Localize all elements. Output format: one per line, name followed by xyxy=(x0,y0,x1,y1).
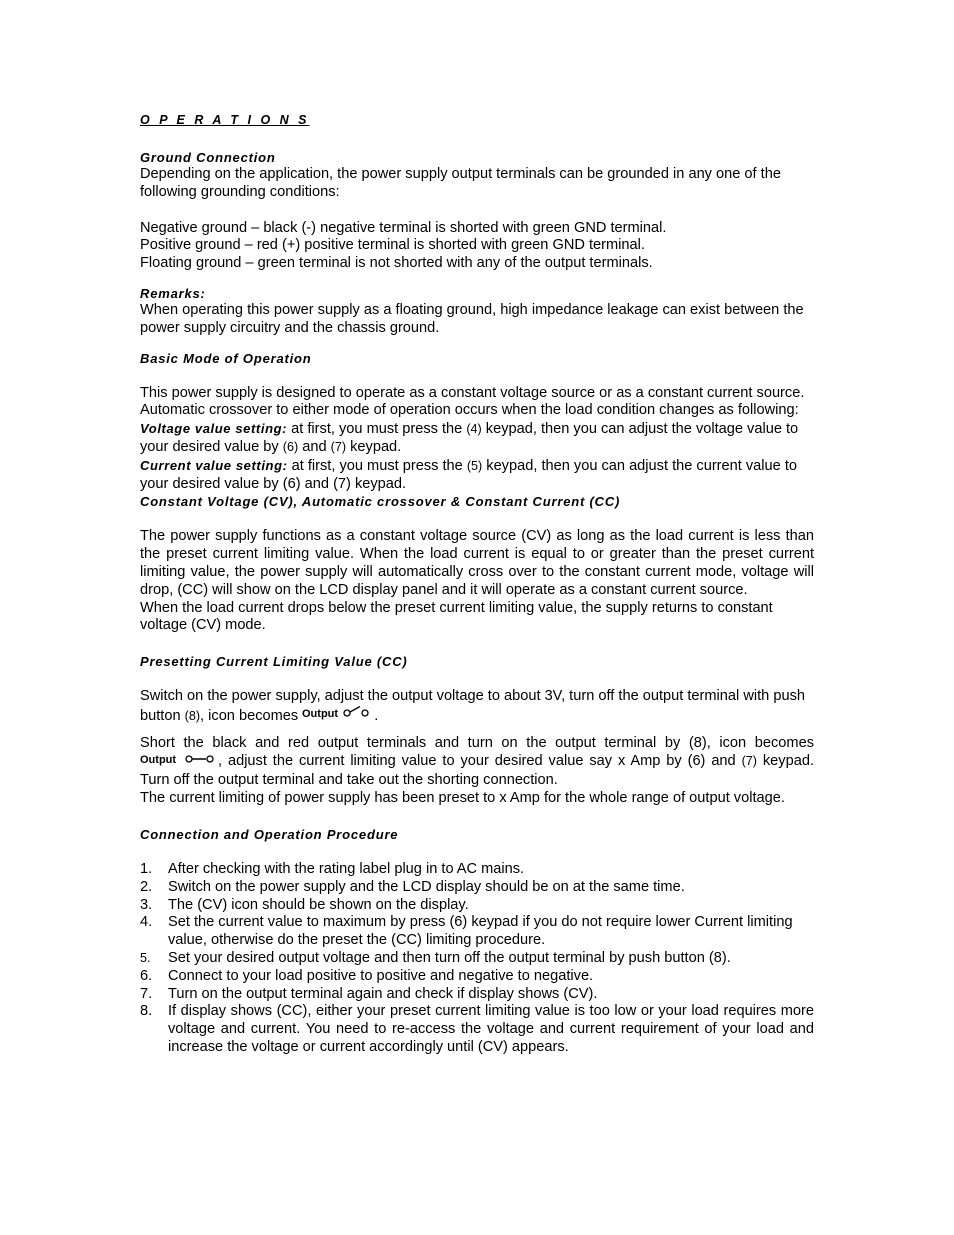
spacer xyxy=(140,635,814,653)
preset-step-3: The current limiting of power supply has been preset to x Amp for the whole range of output voltage. xyxy=(140,790,785,807)
presetting-heading: Presetting Current Limiting Value (CC) xyxy=(140,654,408,670)
list-item: 7. Turn on the output terminal again and check if display shows (CV). xyxy=(140,985,598,1002)
procedure-list xyxy=(140,861,814,1057)
current-setting-text: Current value setting: at first, you must press the (5) keypad, then you can adjust the current value to your desired value by (6) and (7) keypad. xyxy=(140,457,797,492)
spacer xyxy=(140,273,814,285)
list-item: 6. Connect to your load positive to positive and negative to negative. xyxy=(140,967,594,984)
cv-cc-heading: Constant Voltage (CV), Automatic crossover & Constant Current (CC) xyxy=(140,494,621,510)
spacer xyxy=(140,670,814,688)
basic-mode-heading: Basic Mode of Operation xyxy=(140,350,312,366)
cv-return-paragraph: When the load current drops below the preset current limiting value, the supply returns to constant voltage (CV) mode. xyxy=(140,599,773,634)
procedure-heading: Connection and Operation Procedure xyxy=(140,826,399,842)
list-item: 8. If display shows (CC), either your preset current limiting value is too low or your load requires more voltage and current. You need to re-access the voltage and current requirement of your load and increase the voltage or current accordingly until (CV) appears. xyxy=(140,1003,814,1055)
preset-step-2: Short the black and red output terminals and turn on the output terminal by (8), icon becomes Output , adjust the current limiting value to your desired value say x Amp by (6) and (7) keypad. Turn off the output terminal and take out the shorting connection. xyxy=(140,734,815,789)
spacer xyxy=(140,843,814,861)
page-title: O P E R A T I O N S xyxy=(140,113,310,127)
ground-connection-heading: Ground Connection xyxy=(140,150,276,165)
output-off-icon-label: Output xyxy=(302,707,339,720)
spacer xyxy=(140,510,814,528)
ground-intro: Depending on the application, the power supply output terminals can be grounded in any one of the following grounding conditions: xyxy=(140,166,781,200)
basic-intro: This power supply is designed to operate as a constant voltage source or as a constant current source. Automatic crossover to either mode of operation occurs when the load condition changes as following: xyxy=(140,384,805,419)
voltage-setting-text: Voltage value setting: at first, you must press the (4) keypad, then you can adjust the voltage value to your desired value by (6) and (7) keypad. xyxy=(140,421,799,455)
negative-ground-text: Negative ground – black (-) negative terminal is shorted with green GND terminal. xyxy=(140,219,667,236)
output-on-icon xyxy=(140,753,218,773)
cv-paragraph: The power supply functions as a constant voltage source (CV) as long as the load current is less than the preset current limiting value. When the load current is equal to or greater than the preset current limiting value, the power supply will automatically cross over to the constant current mode, voltage will drop, (CC) will show on the LCD display panel and it will operate as a constant current source. xyxy=(140,528,814,598)
output-on-icon-label: Output xyxy=(140,753,177,766)
spacer xyxy=(140,367,814,385)
remarks-heading: Remarks: xyxy=(140,285,206,301)
spacer xyxy=(140,808,814,826)
voltage-setting-label: Voltage value setting: xyxy=(140,421,288,437)
remarks-text: When operating this power supply as a floating ground, high impedance leakage can exist between the power supply circuitry and the chassis ground. xyxy=(140,301,804,336)
list-item: 3. The (CV) icon should be shown on the display. xyxy=(140,896,469,913)
spacer xyxy=(140,202,814,220)
positive-ground-text: Positive ground – red (+) positive terminal is shorted with green GND terminal. xyxy=(140,237,645,254)
list-item: 2. Switch on the power supply and the LCD display should be on at the same time. xyxy=(140,878,685,895)
list-item: 5. Set your desired output voltage and then turn off the output terminal by push button (8). xyxy=(140,949,731,966)
output-off-icon xyxy=(302,706,374,728)
list-item: 1. After checking with the rating label plug in to AC mains. xyxy=(140,860,525,877)
list-item: 4. Set the current value to maximum by press (6) keypad if you do not require lower Current limiting value, otherwise do the preset the (CC) limiting procedure. xyxy=(140,914,793,949)
current-setting-label: Current value setting: xyxy=(140,457,288,473)
floating-ground-text: Floating ground – green terminal is not shorted with any of the output terminals. xyxy=(140,255,653,272)
spacer xyxy=(140,338,814,350)
document-page xyxy=(140,112,814,1057)
preset-step-1: Switch on the power supply, adjust the output voltage to about 3V, turn off the output terminal with push button (8), icon becomes Output . xyxy=(140,688,814,728)
spacer xyxy=(140,728,814,735)
